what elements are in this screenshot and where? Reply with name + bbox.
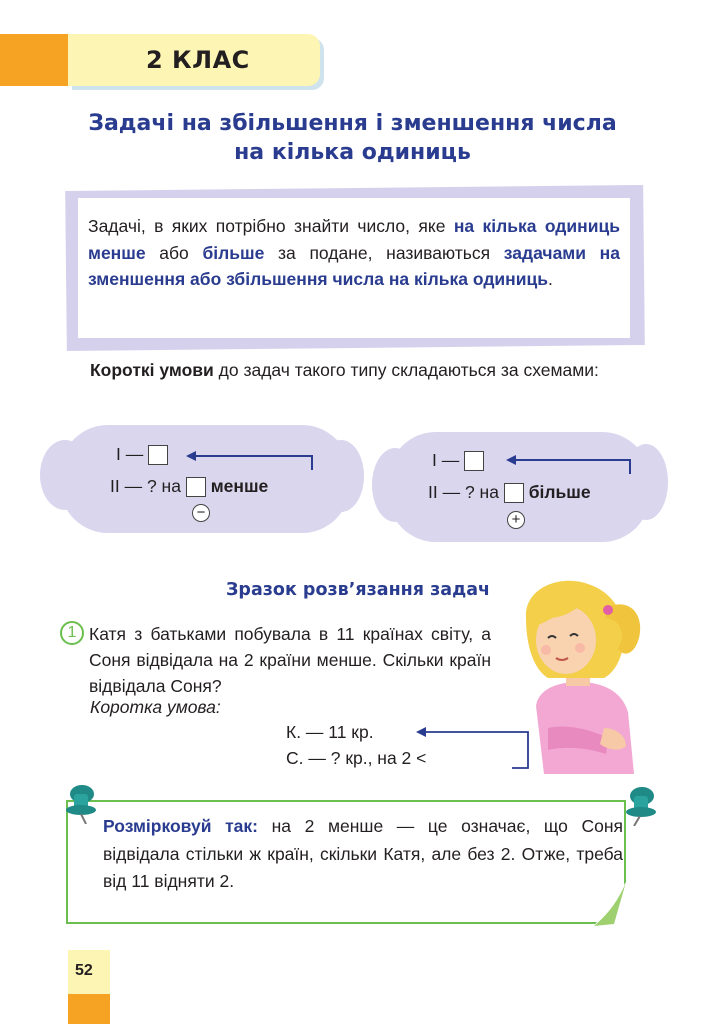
- scheme-left-cloud-puff: [318, 440, 364, 512]
- definition-text: Задачі, в яких потрібно знайти число, яке на кілька одиниць менше або більше за подане, називаються задачами на зменшення або збільшення числа на кілька одиниць.: [88, 216, 620, 289]
- task-number-badge: 1: [60, 621, 84, 645]
- scheme-left-arrow: [184, 448, 316, 474]
- definition-highlight-1: на кілька одиниць менше: [88, 216, 620, 263]
- scheme-left-cloud-puff: [40, 440, 90, 510]
- condition-line-2: С. — ? кр., на 2 <: [286, 748, 427, 768]
- condition-line-1: К. — 11 кр.: [286, 722, 374, 742]
- page-title-line-2: на кілька одиниць: [234, 140, 471, 165]
- definition-highlight-3: задачами на зменшення або збільшення числа на кілька одиниць: [88, 242, 620, 289]
- header-orange-block: [0, 34, 68, 86]
- task-text: Катя з батьками побувала в 11 країнах світу, а Соня відвідала на 2 країни менше. Скільки країн відвідала Соня?: [89, 624, 491, 696]
- pushpin-left-icon: [60, 780, 100, 824]
- scheme-right-arrow: [504, 452, 634, 478]
- scheme-left-word: менше: [210, 476, 269, 496]
- scheme-right-box-1: [464, 451, 484, 471]
- scheme-left-row1: I —: [116, 444, 168, 465]
- scheme-right-cloud-puff: [372, 448, 418, 522]
- plus-sign-icon: +: [507, 511, 525, 529]
- pushpin-right-icon: [620, 782, 662, 826]
- grade-heading: 2 КЛАС: [146, 46, 250, 74]
- scheme-right-row2: II — ? на більше: [428, 482, 591, 502]
- girl-illustration: [508, 578, 650, 774]
- scheme-right-box-2: [504, 483, 524, 503]
- scheme-right-word: більше: [528, 482, 591, 502]
- scheme-left-box-1: [148, 445, 168, 465]
- short-condition-label: Коротка умова:: [90, 697, 221, 717]
- definition-highlight-2: більше: [202, 242, 265, 263]
- page-title-line-1: Задачі на збільшення і зменшення числа: [88, 111, 617, 136]
- minus-sign-icon: −: [192, 504, 210, 522]
- scheme-right-row1: I —: [432, 450, 484, 471]
- think-title: Розмірковуй так:: [103, 816, 258, 836]
- page-number: 52: [75, 962, 93, 979]
- short-conditions-text: Короткі умови до задач такого типу складаються за схемами:: [90, 360, 599, 380]
- scheme-left-box-2: [186, 477, 206, 497]
- scheme-left-row2: II — ? на менше: [110, 476, 269, 496]
- think-text: Розмірковуй так: на 2 менше — це означає, що Соня відвідала стільки ж країн, скільки Катя, але без 2. Отже, треба від 11 відняти 2.: [103, 816, 623, 891]
- short-conditions-bold: Короткі умови: [90, 360, 214, 380]
- example-title: Зразок розв’язання задач: [226, 580, 491, 600]
